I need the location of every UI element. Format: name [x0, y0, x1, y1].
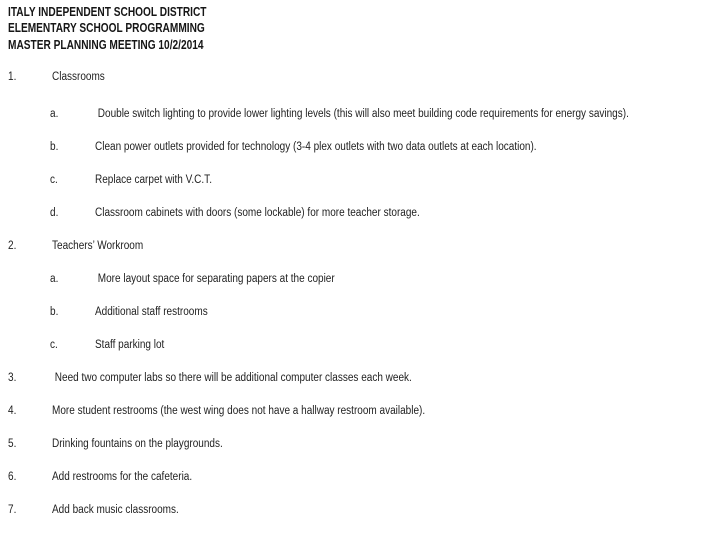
item-text: Additional staff restrooms [95, 306, 208, 318]
item-marker: 2. [8, 240, 17, 252]
item-text: Clean power outlets provided for technology (3-4 plex outlets with two data outlets at each location). [95, 141, 537, 153]
item-marker: d. [50, 207, 59, 219]
list-subitem-1a [0, 107, 720, 121]
item-marker: b. [50, 306, 59, 318]
list-item-2 [0, 239, 720, 253]
item-text: More layout space for separating papers at the copier [95, 273, 335, 285]
list-item-6 [0, 470, 720, 484]
item-text: Add back music classrooms. [52, 504, 179, 516]
item-text: Drinking fountains on the playgrounds. [52, 438, 223, 450]
list-subitem-2c [0, 338, 720, 352]
item-marker: 4. [8, 405, 17, 417]
item-marker: 5. [8, 438, 17, 450]
item-marker: c. [50, 174, 58, 186]
header-line-district: ITALY INDEPENDENT SCHOOL DISTRICT [8, 4, 207, 19]
list-subitem-2a [0, 272, 720, 286]
item-marker: b. [50, 141, 59, 153]
item-text: Replace carpet with V.C.T. [95, 174, 212, 186]
list-subitem-1d [0, 206, 720, 220]
item-text: Need two computer labs so there will be additional computer classes each week. [52, 372, 412, 384]
list-item-4 [0, 404, 720, 418]
item-marker: c. [50, 339, 58, 351]
item-text: Staff parking lot [95, 339, 165, 351]
item-text: Double switch lighting to provide lower lighting levels (this will also meet building code requirements for energy savings). [95, 108, 629, 120]
item-text: Add restrooms for the cafeteria. [52, 471, 193, 483]
document-header [8, 4, 263, 53]
header-line-program: ELEMENTARY SCHOOL PROGRAMMING [8, 20, 205, 36]
item-text: More student restrooms (the west wing does not have a hallway restroom available). [52, 405, 426, 417]
item-marker: 6. [8, 471, 17, 483]
header-line-meeting-date: MASTER PLANNING MEETING 10/2/2014 [8, 36, 204, 52]
item-marker: 3. [8, 372, 17, 384]
item-text: Teachers’ Workroom [52, 240, 144, 252]
item-text: Classroom cabinets with doors (some lockable) for more teacher storage. [95, 207, 420, 219]
list-subitem-1c [0, 173, 720, 187]
item-marker: 1. [8, 71, 17, 83]
item-marker: 7. [8, 504, 17, 516]
list-item-1 [0, 70, 720, 84]
list-item-7 [0, 503, 720, 517]
item-marker: a. [50, 108, 59, 120]
list-item-3 [0, 371, 720, 385]
item-text: Classrooms [52, 71, 105, 83]
item-marker: a. [50, 273, 59, 285]
list-item-5 [0, 437, 720, 451]
list-subitem-1b [0, 140, 720, 154]
list-subitem-2b [0, 305, 720, 319]
